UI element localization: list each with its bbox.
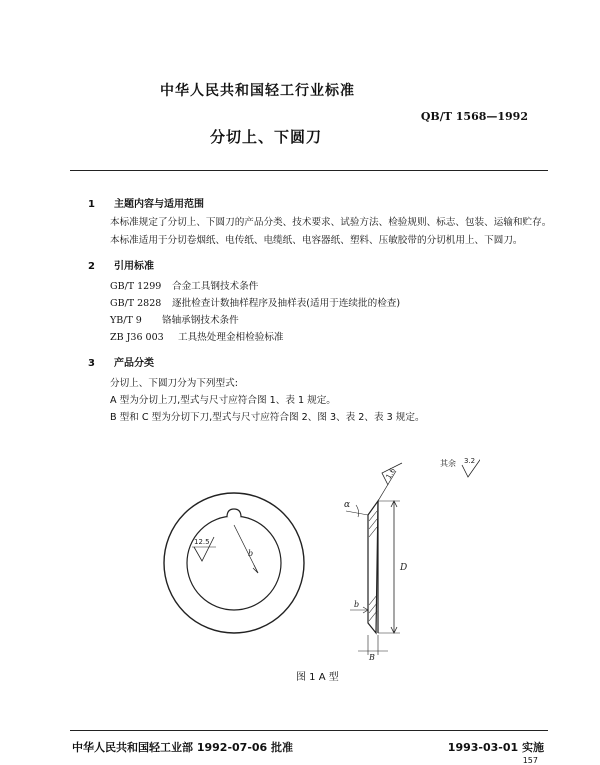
rest-roughness-value: 3.2: [464, 457, 476, 465]
document-title: 分切上、下圆刀: [210, 128, 323, 146]
section-2-heading: [88, 257, 154, 272]
section-3-para-1: 分切上、下圆刀分为下列型式:: [110, 378, 238, 389]
dim-arrow: [253, 565, 258, 573]
figure-caption: 图 1 A 型: [296, 672, 339, 683]
reference-code: YB/T 9: [110, 315, 142, 326]
rest-label: 其余: [440, 459, 456, 468]
standard-code: QB/T 1568—1992: [420, 110, 528, 123]
dim-D-label: D: [400, 563, 408, 573]
section-title: 产品分类: [114, 358, 154, 369]
reference-code: GB/T 1299: [110, 281, 162, 292]
approval-line: 中华人民共和国轻工业部 1992-07-06 批准: [72, 741, 294, 754]
footer-divider: [70, 730, 548, 731]
section-number: 2: [88, 261, 95, 272]
section-3-heading: [88, 354, 154, 369]
section-title: 主题内容与适用范围: [114, 199, 204, 210]
inner-circle: [187, 516, 281, 610]
reference-code: ZB J36 003: [110, 332, 164, 343]
reference-item: [110, 296, 400, 311]
section-3-para-2: A 型为分切上刀,型式与尺寸应符合图 1、表 1 规定。: [110, 395, 336, 406]
angle-alpha-label: α: [344, 500, 351, 510]
angle-arc: [356, 505, 359, 517]
angle-leader: [346, 511, 368, 515]
section-1-para-2: 本标准适用于分切卷烟纸、电传纸、电缆纸、电容器纸、塑料、压敏胶带的分切机用上、下圆刀。: [110, 235, 523, 246]
header-divider: [70, 170, 548, 171]
reference-item: [110, 330, 284, 345]
section-number: 1: [88, 199, 95, 210]
roughness-value-front: 12.5: [194, 538, 210, 546]
dim-b-label-side: b: [354, 600, 360, 609]
page-number: 157: [522, 756, 538, 765]
roughness-value-side: 1.6: [384, 466, 398, 481]
reference-item: [110, 279, 258, 294]
dim-b-label-front: b: [248, 549, 254, 558]
reference-item: [110, 313, 239, 328]
section-1-para-1: 本标准规定了分切上、下圆刀的产品分类、技术要求、试验方法、检验规则、标志、包装、运输和贮存。: [110, 217, 552, 228]
section-number: 3: [88, 358, 95, 369]
reference-title: 逐批检查计数抽样程序及抽样表(适用于连续批的检查): [172, 298, 401, 309]
reference-title: 合金工具钢技术条件: [172, 281, 259, 292]
figure-1-drawing: [150, 455, 480, 670]
section-title: 引用标准: [114, 261, 154, 272]
reference-title: 工具热处理金相检验标准: [178, 332, 284, 343]
side-view: [346, 457, 480, 655]
implementation-date: 1993-03-01 实施: [447, 741, 544, 754]
section-3-para-3: B 型和 C 型为分切下刀,型式与尺寸应符合图 2、图 3、表 2、表 3 规定。: [110, 412, 425, 423]
dim-B-label: B: [369, 653, 375, 662]
keyway-notch: [227, 509, 241, 517]
reference-title: 铬轴承钢技术条件: [162, 315, 239, 326]
issuing-org-title: 中华人民共和国轻工行业标准: [160, 83, 355, 99]
section-1-heading: [88, 195, 204, 210]
front-view: [164, 493, 304, 633]
reference-code: GB/T 2828: [110, 298, 162, 309]
